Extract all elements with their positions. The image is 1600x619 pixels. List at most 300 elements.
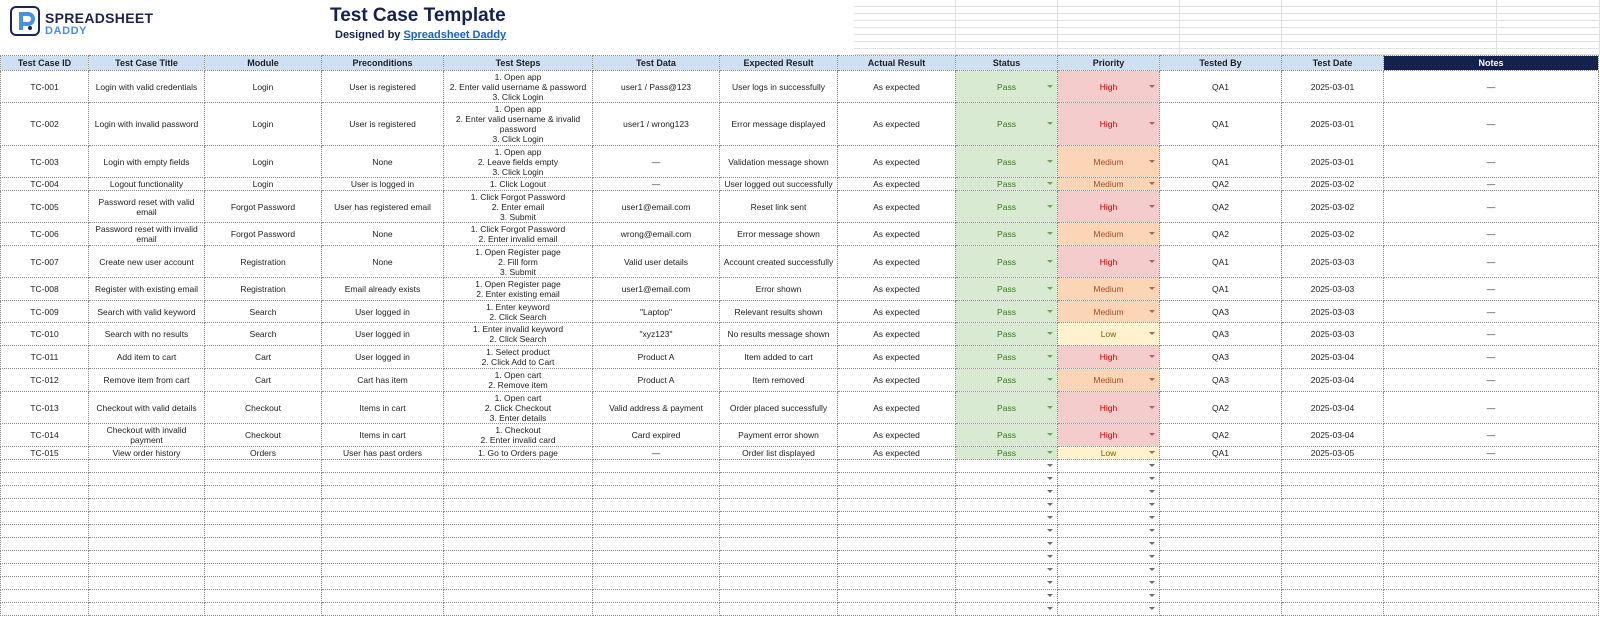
cell-test-date[interactable] bbox=[1282, 278, 1384, 301]
cell-status-dropdown[interactable] bbox=[956, 223, 1058, 246]
banner-cell[interactable] bbox=[1282, 28, 1497, 35]
empty-cell[interactable] bbox=[720, 499, 838, 512]
empty-cell[interactable] bbox=[720, 538, 838, 551]
cell-test-steps[interactable] bbox=[444, 146, 593, 178]
dropdown-arrow-icon[interactable] bbox=[1149, 182, 1155, 185]
cell-status-dropdown[interactable] bbox=[956, 369, 1058, 392]
dropdown-arrow-icon[interactable] bbox=[1047, 477, 1053, 480]
banner-cell[interactable] bbox=[1282, 14, 1497, 21]
cell-expected-result[interactable] bbox=[720, 392, 838, 424]
cell-test-date[interactable] bbox=[1282, 369, 1384, 392]
cell-module[interactable] bbox=[205, 223, 322, 246]
banner-cell[interactable] bbox=[956, 7, 1058, 14]
dropdown-arrow-icon[interactable] bbox=[1047, 205, 1053, 208]
empty-cell[interactable] bbox=[956, 460, 1058, 473]
cell-test-case-title[interactable] bbox=[89, 447, 205, 460]
cell-actual-result[interactable] bbox=[838, 103, 956, 146]
cell-tested-by[interactable] bbox=[1160, 346, 1282, 369]
empty-cell[interactable] bbox=[205, 551, 322, 564]
empty-cell[interactable] bbox=[1282, 512, 1384, 525]
cell-test-data[interactable] bbox=[593, 447, 720, 460]
empty-cell[interactable] bbox=[720, 551, 838, 564]
empty-cell[interactable] bbox=[1282, 499, 1384, 512]
cell-test-steps[interactable] bbox=[444, 346, 593, 369]
cell-preconditions[interactable] bbox=[322, 146, 444, 178]
empty-cell[interactable] bbox=[1160, 564, 1282, 577]
cell-expected-result[interactable] bbox=[720, 191, 838, 223]
cell-priority-dropdown[interactable] bbox=[1058, 323, 1160, 346]
banner-cell[interactable] bbox=[1497, 0, 1600, 7]
cell-test-data[interactable] bbox=[593, 369, 720, 392]
cell-expected-result[interactable] bbox=[720, 346, 838, 369]
empty-cell[interactable] bbox=[1058, 538, 1160, 551]
cell-priority-dropdown[interactable] bbox=[1058, 103, 1160, 146]
empty-cell[interactable] bbox=[322, 473, 444, 486]
dropdown-arrow-icon[interactable] bbox=[1047, 451, 1053, 454]
empty-cell[interactable] bbox=[322, 538, 444, 551]
dropdown-arrow-icon[interactable] bbox=[1149, 205, 1155, 208]
cell-expected-result[interactable] bbox=[720, 323, 838, 346]
cell-test-data[interactable] bbox=[593, 392, 720, 424]
dropdown-arrow-icon[interactable] bbox=[1149, 332, 1155, 335]
empty-cell[interactable] bbox=[1, 486, 89, 499]
cell-actual-result[interactable] bbox=[838, 223, 956, 246]
cell-test-date[interactable] bbox=[1282, 424, 1384, 447]
cell-test-steps[interactable] bbox=[444, 103, 593, 146]
cell-priority-dropdown[interactable] bbox=[1058, 191, 1160, 223]
cell-test-date[interactable] bbox=[1282, 346, 1384, 369]
banner-cell[interactable] bbox=[1497, 7, 1600, 14]
cell-test-data[interactable] bbox=[593, 246, 720, 278]
cell-expected-result[interactable] bbox=[720, 103, 838, 146]
empty-cell[interactable] bbox=[1160, 512, 1282, 525]
empty-cell[interactable] bbox=[205, 577, 322, 590]
cell-priority-dropdown[interactable] bbox=[1058, 447, 1160, 460]
cell-notes[interactable] bbox=[1384, 246, 1599, 278]
empty-cell[interactable] bbox=[1282, 577, 1384, 590]
banner-cell[interactable] bbox=[1058, 35, 1180, 42]
empty-cell[interactable] bbox=[956, 499, 1058, 512]
cell-test-case-title[interactable] bbox=[89, 223, 205, 246]
cell-test-case-id[interactable] bbox=[1, 392, 89, 424]
cell-actual-result[interactable] bbox=[838, 178, 956, 191]
cell-test-case-title[interactable] bbox=[89, 424, 205, 447]
empty-cell[interactable] bbox=[838, 538, 956, 551]
dropdown-arrow-icon[interactable] bbox=[1047, 232, 1053, 235]
cell-actual-result[interactable] bbox=[838, 71, 956, 103]
cell-notes[interactable] bbox=[1384, 346, 1599, 369]
column-header[interactable]: Expected Result bbox=[720, 56, 838, 71]
dropdown-arrow-icon[interactable] bbox=[1149, 260, 1155, 263]
empty-cell[interactable] bbox=[1058, 512, 1160, 525]
cell-test-steps[interactable] bbox=[444, 246, 593, 278]
banner-cell[interactable] bbox=[1058, 14, 1180, 21]
cell-notes[interactable] bbox=[1384, 103, 1599, 146]
dropdown-arrow-icon[interactable] bbox=[1047, 581, 1053, 584]
empty-cell[interactable] bbox=[838, 603, 956, 616]
dropdown-arrow-icon[interactable] bbox=[1149, 516, 1155, 519]
empty-cell[interactable] bbox=[1, 538, 89, 551]
cell-tested-by[interactable] bbox=[1160, 246, 1282, 278]
empty-cell[interactable] bbox=[593, 499, 720, 512]
empty-cell[interactable] bbox=[1, 460, 89, 473]
empty-cell[interactable] bbox=[1160, 538, 1282, 551]
column-header[interactable]: Status bbox=[956, 56, 1058, 71]
cell-preconditions[interactable] bbox=[322, 191, 444, 223]
dropdown-arrow-icon[interactable] bbox=[1047, 490, 1053, 493]
cell-test-steps[interactable] bbox=[444, 369, 593, 392]
empty-cell[interactable] bbox=[89, 486, 205, 499]
empty-cell[interactable] bbox=[205, 473, 322, 486]
cell-expected-result[interactable] bbox=[720, 71, 838, 103]
empty-cell[interactable] bbox=[205, 460, 322, 473]
empty-cell[interactable] bbox=[1, 564, 89, 577]
empty-cell[interactable] bbox=[593, 577, 720, 590]
empty-cell[interactable] bbox=[1058, 499, 1160, 512]
empty-cell[interactable] bbox=[838, 473, 956, 486]
empty-cell[interactable] bbox=[1384, 538, 1599, 551]
cell-test-steps[interactable] bbox=[444, 323, 593, 346]
empty-cell[interactable] bbox=[838, 512, 956, 525]
cell-test-steps[interactable] bbox=[444, 392, 593, 424]
empty-cell[interactable] bbox=[1, 551, 89, 564]
cell-test-data[interactable] bbox=[593, 424, 720, 447]
empty-cell[interactable] bbox=[89, 512, 205, 525]
banner-cell[interactable] bbox=[1058, 42, 1180, 49]
empty-cell[interactable] bbox=[444, 551, 593, 564]
cell-notes[interactable] bbox=[1384, 301, 1599, 323]
cell-notes[interactable] bbox=[1384, 178, 1599, 191]
cell-tested-by[interactable] bbox=[1160, 103, 1282, 146]
empty-cell[interactable] bbox=[1384, 473, 1599, 486]
cell-test-case-title[interactable] bbox=[89, 246, 205, 278]
banner-cell[interactable] bbox=[854, 0, 956, 7]
dropdown-arrow-icon[interactable] bbox=[1149, 529, 1155, 532]
cell-test-case-title[interactable] bbox=[89, 178, 205, 191]
empty-cell[interactable] bbox=[444, 525, 593, 538]
cell-test-case-id[interactable] bbox=[1, 346, 89, 369]
cell-test-steps[interactable] bbox=[444, 71, 593, 103]
empty-cell[interactable] bbox=[956, 603, 1058, 616]
banner-cell[interactable] bbox=[956, 35, 1058, 42]
banner-cell[interactable] bbox=[854, 42, 956, 49]
empty-cell[interactable] bbox=[838, 577, 956, 590]
cell-priority-dropdown[interactable] bbox=[1058, 146, 1160, 178]
cell-notes[interactable] bbox=[1384, 369, 1599, 392]
cell-test-date[interactable] bbox=[1282, 301, 1384, 323]
dropdown-arrow-icon[interactable] bbox=[1047, 433, 1053, 436]
empty-cell[interactable] bbox=[1160, 525, 1282, 538]
column-header[interactable]: Test Data bbox=[593, 56, 720, 71]
cell-preconditions[interactable] bbox=[322, 301, 444, 323]
empty-cell[interactable] bbox=[1, 525, 89, 538]
cell-status-dropdown[interactable] bbox=[956, 71, 1058, 103]
empty-cell[interactable] bbox=[444, 512, 593, 525]
empty-cell[interactable] bbox=[1384, 603, 1599, 616]
cell-notes[interactable] bbox=[1384, 424, 1599, 447]
cell-status-dropdown[interactable] bbox=[956, 424, 1058, 447]
cell-test-case-title[interactable] bbox=[89, 346, 205, 369]
empty-cell[interactable] bbox=[838, 486, 956, 499]
brand-logo[interactable] bbox=[10, 6, 154, 40]
empty-cell[interactable] bbox=[205, 525, 322, 538]
empty-cell[interactable] bbox=[444, 564, 593, 577]
empty-cell[interactable] bbox=[1, 499, 89, 512]
cell-status-dropdown[interactable] bbox=[956, 392, 1058, 424]
banner-cell[interactable] bbox=[1282, 42, 1497, 49]
cell-module[interactable] bbox=[205, 346, 322, 369]
cell-test-case-title[interactable] bbox=[89, 71, 205, 103]
cell-module[interactable] bbox=[205, 71, 322, 103]
empty-cell[interactable] bbox=[838, 499, 956, 512]
cell-actual-result[interactable] bbox=[838, 392, 956, 424]
empty-cell[interactable] bbox=[1058, 603, 1160, 616]
cell-actual-result[interactable] bbox=[838, 146, 956, 178]
cell-module[interactable] bbox=[205, 146, 322, 178]
dropdown-arrow-icon[interactable] bbox=[1149, 542, 1155, 545]
empty-cell[interactable] bbox=[1160, 460, 1282, 473]
cell-expected-result[interactable] bbox=[720, 223, 838, 246]
empty-cell[interactable] bbox=[444, 590, 593, 603]
empty-cell[interactable] bbox=[322, 512, 444, 525]
dropdown-arrow-icon[interactable] bbox=[1149, 232, 1155, 235]
cell-notes[interactable] bbox=[1384, 278, 1599, 301]
cell-notes[interactable] bbox=[1384, 447, 1599, 460]
cell-expected-result[interactable] bbox=[720, 178, 838, 191]
cell-test-data[interactable] bbox=[593, 71, 720, 103]
empty-cell[interactable] bbox=[956, 473, 1058, 486]
empty-cell[interactable] bbox=[1384, 460, 1599, 473]
empty-cell[interactable] bbox=[444, 538, 593, 551]
empty-cell[interactable] bbox=[593, 525, 720, 538]
empty-cell[interactable] bbox=[720, 512, 838, 525]
banner-cell[interactable] bbox=[1180, 7, 1282, 14]
empty-cell[interactable] bbox=[1160, 603, 1282, 616]
cell-test-data[interactable] bbox=[593, 301, 720, 323]
cell-preconditions[interactable] bbox=[322, 278, 444, 301]
empty-cell[interactable] bbox=[1, 590, 89, 603]
banner-cell[interactable] bbox=[854, 14, 956, 21]
cell-actual-result[interactable] bbox=[838, 323, 956, 346]
cell-priority-dropdown[interactable] bbox=[1058, 346, 1160, 369]
banner-cell[interactable] bbox=[956, 21, 1058, 28]
empty-cell[interactable] bbox=[322, 499, 444, 512]
cell-notes[interactable] bbox=[1384, 71, 1599, 103]
cell-module[interactable] bbox=[205, 191, 322, 223]
empty-cell[interactable] bbox=[1058, 486, 1160, 499]
cell-expected-result[interactable] bbox=[720, 246, 838, 278]
empty-cell[interactable] bbox=[322, 486, 444, 499]
cell-test-steps[interactable] bbox=[444, 301, 593, 323]
cell-notes[interactable] bbox=[1384, 392, 1599, 424]
cell-status-dropdown[interactable] bbox=[956, 178, 1058, 191]
banner-cell[interactable] bbox=[1497, 21, 1600, 28]
empty-cell[interactable] bbox=[1384, 551, 1599, 564]
spreadsheet-daddy-link[interactable]: Spreadsheet Daddy bbox=[403, 29, 507, 41]
empty-cell[interactable] bbox=[1160, 551, 1282, 564]
cell-test-date[interactable] bbox=[1282, 178, 1384, 191]
empty-cell[interactable] bbox=[956, 486, 1058, 499]
dropdown-arrow-icon[interactable] bbox=[1047, 182, 1053, 185]
empty-cell[interactable] bbox=[322, 460, 444, 473]
column-header[interactable]: Test Case Title bbox=[89, 56, 205, 71]
column-header[interactable]: Test Steps bbox=[444, 56, 593, 71]
dropdown-arrow-icon[interactable] bbox=[1047, 260, 1053, 263]
cell-test-date[interactable] bbox=[1282, 447, 1384, 460]
cell-test-date[interactable] bbox=[1282, 323, 1384, 346]
cell-tested-by[interactable] bbox=[1160, 424, 1282, 447]
empty-cell[interactable] bbox=[89, 564, 205, 577]
cell-test-data[interactable] bbox=[593, 223, 720, 246]
cell-test-case-title[interactable] bbox=[89, 103, 205, 146]
banner-cell[interactable] bbox=[1282, 7, 1497, 14]
empty-cell[interactable] bbox=[593, 486, 720, 499]
empty-cell[interactable] bbox=[1384, 512, 1599, 525]
cell-preconditions[interactable] bbox=[322, 71, 444, 103]
empty-cell[interactable] bbox=[89, 551, 205, 564]
cell-module[interactable] bbox=[205, 278, 322, 301]
cell-test-steps[interactable] bbox=[444, 424, 593, 447]
cell-priority-dropdown[interactable] bbox=[1058, 71, 1160, 103]
dropdown-arrow-icon[interactable] bbox=[1047, 355, 1053, 358]
cell-module[interactable] bbox=[205, 369, 322, 392]
banner-cell[interactable] bbox=[1282, 21, 1497, 28]
dropdown-arrow-icon[interactable] bbox=[1047, 85, 1053, 88]
cell-test-case-id[interactable] bbox=[1, 301, 89, 323]
cell-test-case-id[interactable] bbox=[1, 424, 89, 447]
cell-status-dropdown[interactable] bbox=[956, 323, 1058, 346]
cell-test-date[interactable] bbox=[1282, 223, 1384, 246]
banner-cell[interactable] bbox=[1282, 0, 1497, 7]
cell-notes[interactable] bbox=[1384, 323, 1599, 346]
empty-cell[interactable] bbox=[720, 525, 838, 538]
cell-test-case-id[interactable] bbox=[1, 103, 89, 146]
empty-cell[interactable] bbox=[838, 590, 956, 603]
empty-cell[interactable] bbox=[720, 577, 838, 590]
cell-test-case-id[interactable] bbox=[1, 323, 89, 346]
column-header[interactable]: Notes bbox=[1384, 56, 1599, 71]
cell-test-case-title[interactable] bbox=[89, 278, 205, 301]
empty-cell[interactable] bbox=[322, 551, 444, 564]
empty-cell[interactable] bbox=[89, 525, 205, 538]
empty-cell[interactable] bbox=[444, 460, 593, 473]
empty-cell[interactable] bbox=[1058, 525, 1160, 538]
empty-cell[interactable] bbox=[1058, 590, 1160, 603]
empty-cell[interactable] bbox=[89, 538, 205, 551]
empty-cell[interactable] bbox=[205, 603, 322, 616]
banner-cell[interactable] bbox=[1497, 14, 1600, 21]
empty-cell[interactable] bbox=[1058, 551, 1160, 564]
dropdown-arrow-icon[interactable] bbox=[1047, 555, 1053, 558]
empty-cell[interactable] bbox=[838, 551, 956, 564]
cell-test-date[interactable] bbox=[1282, 191, 1384, 223]
cell-actual-result[interactable] bbox=[838, 246, 956, 278]
cell-priority-dropdown[interactable] bbox=[1058, 178, 1160, 191]
cell-module[interactable] bbox=[205, 424, 322, 447]
dropdown-arrow-icon[interactable] bbox=[1047, 529, 1053, 532]
cell-module[interactable] bbox=[205, 301, 322, 323]
empty-cell[interactable] bbox=[444, 486, 593, 499]
dropdown-arrow-icon[interactable] bbox=[1047, 332, 1053, 335]
cell-test-data[interactable] bbox=[593, 323, 720, 346]
cell-module[interactable] bbox=[205, 103, 322, 146]
banner-cell[interactable] bbox=[1058, 28, 1180, 35]
empty-cell[interactable] bbox=[1282, 564, 1384, 577]
empty-cell[interactable] bbox=[593, 603, 720, 616]
cell-actual-result[interactable] bbox=[838, 346, 956, 369]
empty-cell[interactable] bbox=[1384, 590, 1599, 603]
cell-test-date[interactable] bbox=[1282, 246, 1384, 278]
banner-cell[interactable] bbox=[854, 35, 956, 42]
empty-cell[interactable] bbox=[1384, 564, 1599, 577]
column-header[interactable]: Preconditions bbox=[322, 56, 444, 71]
column-header[interactable]: Test Case ID bbox=[1, 56, 89, 71]
empty-cell[interactable] bbox=[593, 564, 720, 577]
banner-cell[interactable] bbox=[1180, 42, 1282, 49]
empty-cell[interactable] bbox=[205, 499, 322, 512]
cell-preconditions[interactable] bbox=[322, 447, 444, 460]
cell-status-dropdown[interactable] bbox=[956, 146, 1058, 178]
dropdown-arrow-icon[interactable] bbox=[1047, 160, 1053, 163]
cell-status-dropdown[interactable] bbox=[956, 103, 1058, 146]
cell-test-case-title[interactable] bbox=[89, 323, 205, 346]
empty-cell[interactable] bbox=[838, 460, 956, 473]
empty-cell[interactable] bbox=[89, 460, 205, 473]
column-header[interactable]: Priority bbox=[1058, 56, 1160, 71]
cell-preconditions[interactable] bbox=[322, 178, 444, 191]
cell-expected-result[interactable] bbox=[720, 146, 838, 178]
dropdown-arrow-icon[interactable] bbox=[1047, 503, 1053, 506]
empty-cell[interactable] bbox=[1, 512, 89, 525]
cell-test-case-title[interactable] bbox=[89, 146, 205, 178]
cell-tested-by[interactable] bbox=[1160, 301, 1282, 323]
banner-cell[interactable] bbox=[854, 7, 956, 14]
cell-preconditions[interactable] bbox=[322, 103, 444, 146]
dropdown-arrow-icon[interactable] bbox=[1149, 555, 1155, 558]
empty-cell[interactable] bbox=[322, 603, 444, 616]
empty-cell[interactable] bbox=[205, 538, 322, 551]
empty-cell[interactable] bbox=[1058, 473, 1160, 486]
cell-preconditions[interactable] bbox=[322, 369, 444, 392]
dropdown-arrow-icon[interactable] bbox=[1047, 122, 1053, 125]
empty-cell[interactable] bbox=[89, 499, 205, 512]
cell-test-date[interactable] bbox=[1282, 103, 1384, 146]
cell-test-case-title[interactable] bbox=[89, 301, 205, 323]
empty-cell[interactable] bbox=[1, 603, 89, 616]
cell-test-case-id[interactable] bbox=[1, 278, 89, 301]
cell-status-dropdown[interactable] bbox=[956, 346, 1058, 369]
cell-tested-by[interactable] bbox=[1160, 191, 1282, 223]
dropdown-arrow-icon[interactable] bbox=[1047, 542, 1053, 545]
cell-actual-result[interactable] bbox=[838, 301, 956, 323]
empty-cell[interactable] bbox=[1160, 577, 1282, 590]
dropdown-arrow-icon[interactable] bbox=[1047, 464, 1053, 467]
banner-cell[interactable] bbox=[956, 28, 1058, 35]
cell-actual-result[interactable] bbox=[838, 424, 956, 447]
cell-tested-by[interactable] bbox=[1160, 278, 1282, 301]
dropdown-arrow-icon[interactable] bbox=[1149, 594, 1155, 597]
cell-test-date[interactable] bbox=[1282, 392, 1384, 424]
banner-cell[interactable] bbox=[956, 0, 1058, 7]
banner-cell[interactable] bbox=[1180, 0, 1282, 7]
empty-cell[interactable] bbox=[720, 564, 838, 577]
empty-cell[interactable] bbox=[1058, 460, 1160, 473]
cell-preconditions[interactable] bbox=[322, 346, 444, 369]
dropdown-arrow-icon[interactable] bbox=[1149, 477, 1155, 480]
dropdown-arrow-icon[interactable] bbox=[1047, 594, 1053, 597]
cell-priority-dropdown[interactable] bbox=[1058, 223, 1160, 246]
cell-preconditions[interactable] bbox=[322, 424, 444, 447]
